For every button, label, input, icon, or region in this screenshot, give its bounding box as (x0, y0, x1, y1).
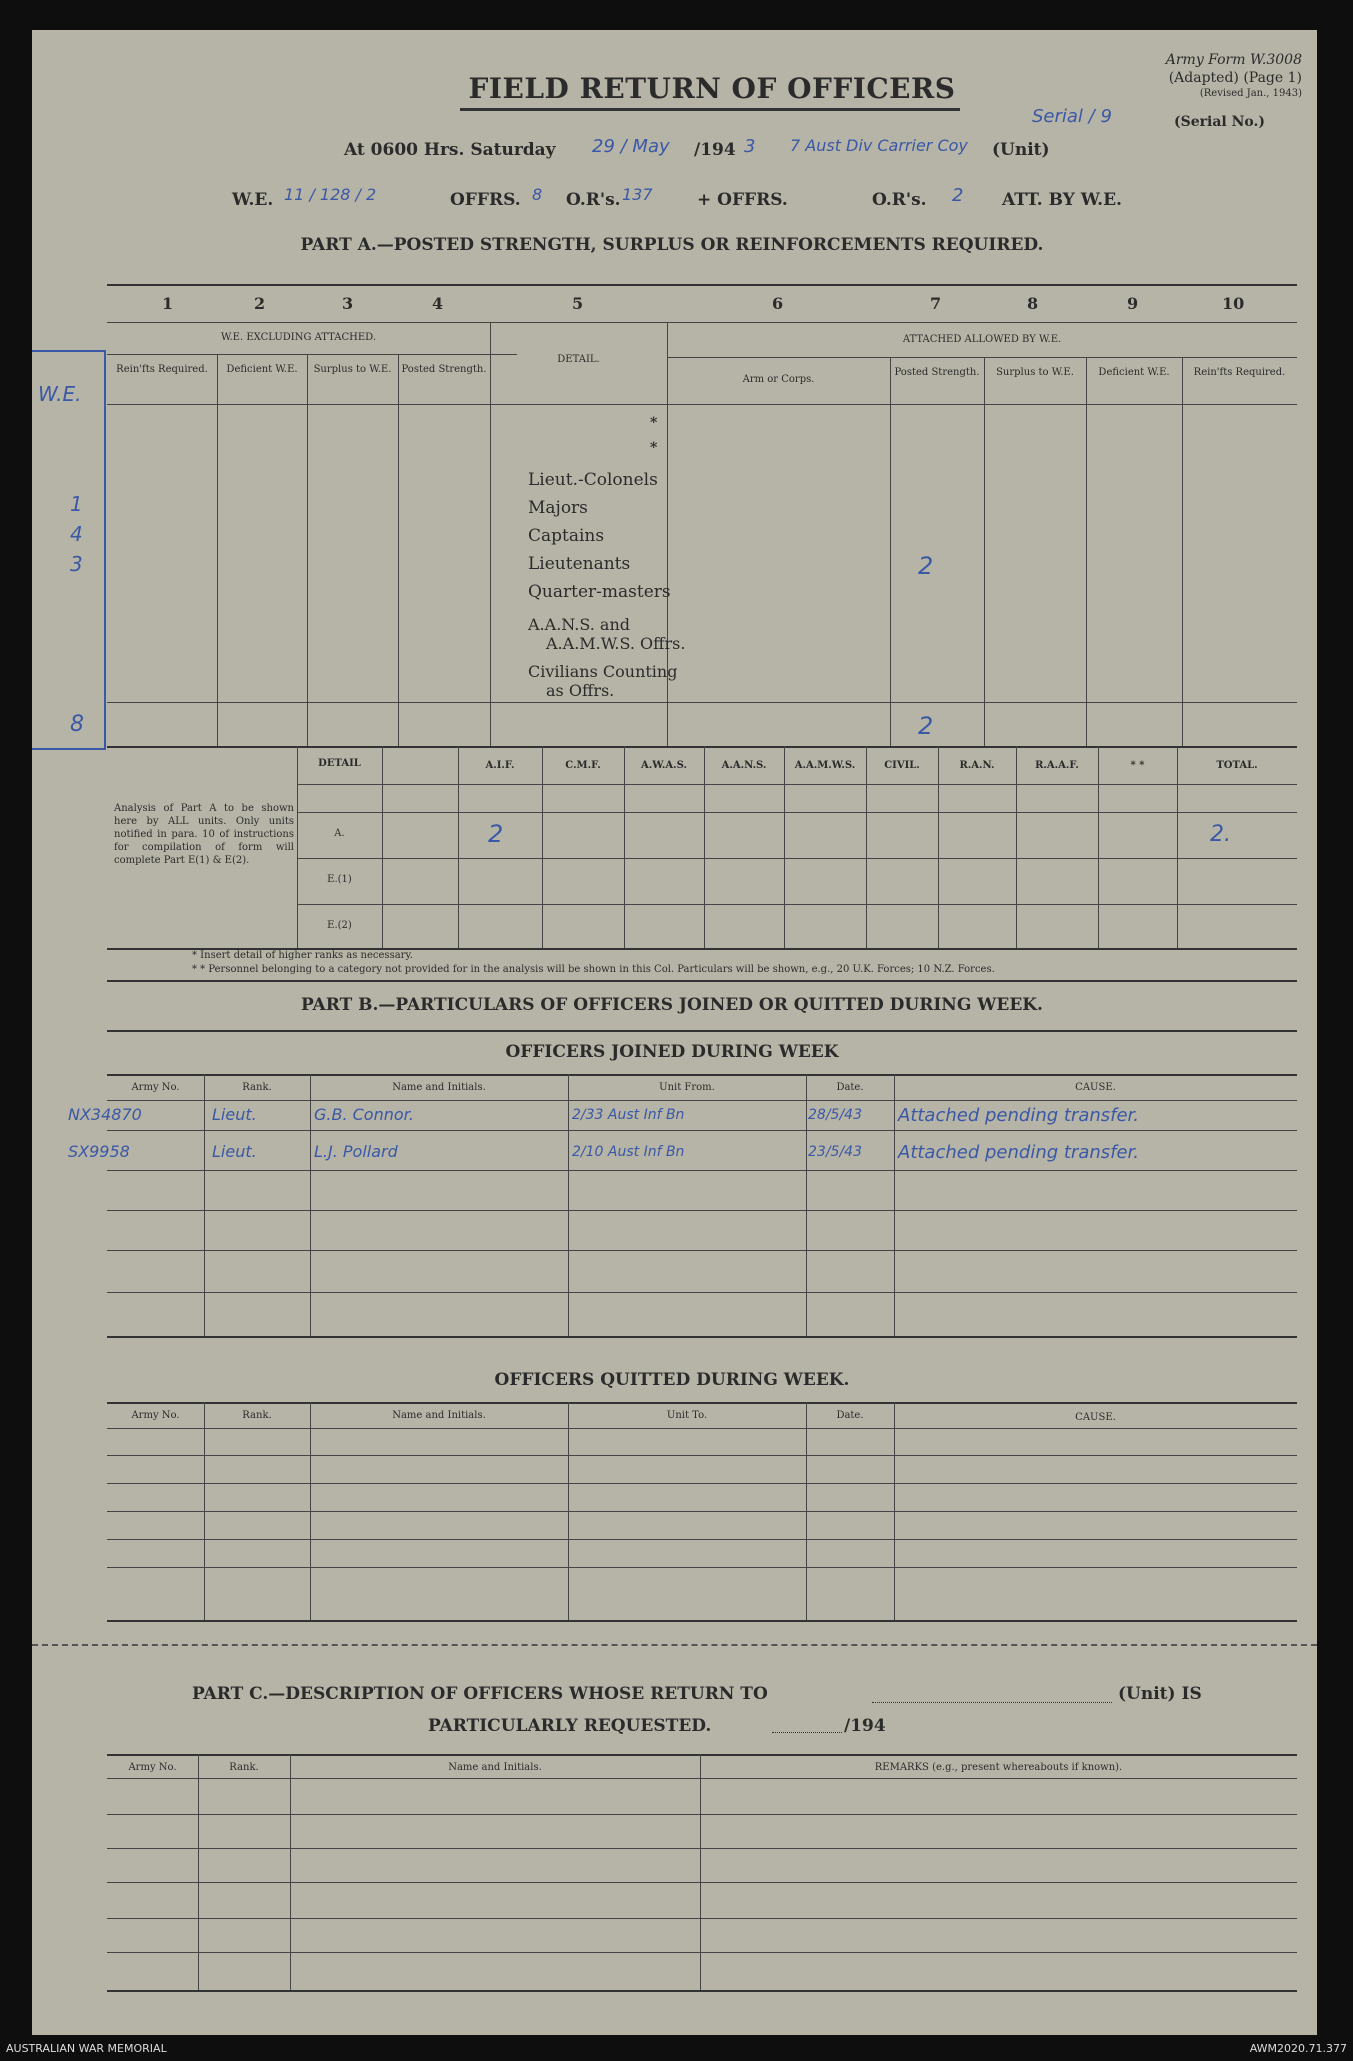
we-handwritten: 11 / 128 / 2 (284, 185, 377, 204)
quitted-header-unit-to: Unit To. (666, 1410, 708, 1421)
rank-as-offrs: as Offrs. (546, 681, 615, 700)
header-surplus-to-we-att: Surplus to W.E. (996, 367, 1074, 378)
joined-row-1-unit-from: 2/33 Aust Inf Bn (572, 1107, 685, 1123)
analysis-header-detail: DETAIL (318, 758, 361, 769)
col-number-8: 8 (1027, 294, 1039, 313)
joined-header-cause: CAUSE. (1075, 1082, 1116, 1093)
joined-row-2-cause: Attached pending transfer. (898, 1142, 1140, 1163)
part-c-header-remarks: REMARKS (e.g., present whereabouts if known). (874, 1762, 1123, 1773)
margin-lt-col-handwritten: 1 (70, 492, 83, 516)
posted-total-handwritten: 2 (918, 712, 934, 740)
star-1: * (650, 415, 658, 431)
revised-label: (Revised Jan., 1943) (1199, 88, 1302, 99)
star-2: * (650, 440, 658, 456)
col-number-7: 7 (930, 294, 942, 313)
col-number-6: 6 (772, 294, 784, 313)
joined-row-1-name: G.B. Connor. (314, 1105, 414, 1124)
analysis-row-e2: E.(2) (327, 920, 352, 931)
joined-row-2-rank: Lieut. (212, 1142, 257, 1161)
joined-row-1-rank: Lieut. (212, 1105, 257, 1124)
ors-label: O.R's. (566, 190, 621, 210)
joined-header-unit-from: Unit From. (659, 1082, 715, 1093)
analysis-header-other: * * (1130, 760, 1145, 771)
joined-header-name: Name and Initials. (392, 1082, 486, 1093)
col-number-4: 4 (432, 294, 444, 313)
adapted-label: (Adapted) (Page 1) (1168, 70, 1302, 86)
part-b-title: PART B.—PARTICULARS OF OFFICERS JOINED OR QUITTED DURING WEEK. (301, 995, 1043, 1015)
part-c-header-army-no: Army No. (128, 1762, 177, 1773)
col-number-2: 2 (254, 294, 266, 313)
header-deficient-we-att: Deficient W.E. (1098, 367, 1170, 378)
rank-captains: Captains (528, 526, 605, 546)
joined-row-1-date: 28/5/43 (808, 1107, 862, 1123)
analysis-note: Analysis of Part A to be shown here by ALL units. Only units notified in para. 10 of instructions for compilation of form will complete Part E(1) & E(2). (114, 803, 294, 866)
quitted-header-army-no: Army No. (131, 1410, 180, 1421)
analysis-header-raaf: R.A.A.F. (1035, 760, 1079, 771)
col-number-1: 1 (162, 294, 174, 313)
analysis-header-ran: R.A.N. (959, 760, 995, 771)
quitted-header-date: Date. (836, 1410, 864, 1421)
header-deficient-we: Deficient W.E. (226, 364, 298, 375)
col-number-3: 3 (342, 294, 354, 313)
part-a-top-rule (107, 284, 1297, 286)
quitted-header-cause: CAUSE. (1075, 1412, 1116, 1423)
ors-handwritten: 137 (622, 185, 653, 204)
analysis-header-aamws: A.A.M.W.S. (794, 760, 856, 771)
part-c-header-name: Name and Initials. (448, 1762, 542, 1773)
plus-offrs-label: + OFFRS. (697, 190, 788, 210)
offrs-label: OFFRS. (450, 190, 521, 210)
analysis-row-a: A. (334, 828, 345, 839)
rank-lieut-colonels: Lieut.-Colonels (528, 470, 658, 490)
margin-major-handwritten: 4 (70, 522, 83, 546)
joined-row-2-name: L.J. Pollard (314, 1142, 398, 1161)
margin-total-handwritten: 8 (70, 712, 84, 737)
joined-row-2-army-no: SX9958 (68, 1142, 130, 1161)
header-surplus-to-we: Surplus to W.E. (313, 364, 392, 375)
rank-civilians: Civilians Counting (528, 662, 678, 681)
analysis-row-e1: E.(1) (327, 874, 352, 885)
footnote-2: * * Personnel belonging to a category not provided for in the analysis will be shown in this Col. Particulars will be shown, e.g., 20 U.K. Forces; 10 N.Z. Forces. (192, 964, 995, 975)
part-c-header-rank: Rank. (229, 1762, 259, 1773)
joined-row-1-cause: Attached pending transfer. (898, 1105, 1140, 1126)
header-posted-strength: Posted Strength. (401, 364, 487, 375)
joined-header-rank: Rank. (242, 1082, 272, 1093)
year-label: /194 (694, 140, 736, 160)
serial-handwritten: Serial / 9 (1032, 106, 1112, 127)
part-c-date-blank: /194 (844, 1716, 886, 1736)
margin-box-handwritten (32, 350, 106, 750)
part-c-line2: PARTICULARLY REQUESTED. (428, 1716, 712, 1736)
date-handwritten: 29 / May (592, 136, 670, 157)
rank-majors: Majors (528, 498, 588, 518)
at-label: At 0600 Hrs. Saturday (344, 140, 556, 160)
footer-catalogue-number: AWM2020.71.377 (1249, 2042, 1347, 2055)
part-a-title: PART A.—POSTED STRENGTH, SURPLUS OR REINFORCEMENTS REQUIRED. (300, 235, 1044, 255)
title-underline (460, 108, 960, 111)
form-paper (32, 30, 1317, 2035)
header-posted-strength-att: Posted Strength. (894, 367, 980, 378)
col-number-9: 9 (1127, 294, 1139, 313)
quitted-header-rank: Rank. (242, 1410, 272, 1421)
ors2-label: O.R's. (872, 190, 927, 210)
posted-lieutenants-handwritten: 2 (918, 552, 934, 580)
rank-aamws: A.A.M.W.S. Offrs. (546, 634, 686, 653)
analysis-header-civil: CIVIL. (884, 760, 920, 771)
footer-archive-name: AUSTRALIAN WAR MEMORIAL (6, 2042, 167, 2055)
joined-header-date: Date. (836, 1082, 864, 1093)
group-header-attached: ATTACHED ALLOWED BY W.E. (902, 334, 1062, 345)
header-reinfts-required: Rein'fts Required. (116, 364, 208, 375)
joined-row-1-army-no: NX34870 (68, 1105, 142, 1124)
unit-handwritten: 7 Aust Div Carrier Coy (790, 136, 968, 155)
army-form-label: Army Form W.3008 (1165, 52, 1302, 68)
col-number-5: 5 (572, 294, 584, 313)
analysis-header-aans: A.A.N.S. (721, 760, 767, 771)
we-label: W.E. (232, 190, 274, 210)
header-detail: DETAIL. (557, 354, 600, 365)
margin-we-handwritten: W.E. (38, 382, 82, 406)
rank-quarter-masters: Quarter-masters (528, 582, 671, 602)
analysis-header-aif: A.I.F. (485, 760, 515, 771)
joined-header-army-no: Army No. (131, 1082, 180, 1093)
analysis-header-cmf: C.M.F. (565, 760, 601, 771)
footnote-1: * Insert detail of higher ranks as necessary. (192, 950, 413, 961)
header-reinfts-required-att: Rein'fts Required. (1193, 367, 1286, 378)
part-c-unit-blank (872, 1702, 1112, 1703)
rank-lieutenants: Lieutenants (528, 554, 631, 574)
part-c-line1: PART C.—DESCRIPTION OF OFFICERS WHOSE RETURN TO (192, 1684, 768, 1704)
analysis-header-total: TOTAL. (1216, 760, 1258, 771)
serial-label: (Serial No.) (1174, 114, 1265, 130)
header-arm-or-corps: Arm or Corps. (742, 374, 815, 385)
analysis-aif-a-handwritten: 2 (488, 820, 504, 848)
analysis-header-awas: A.W.A.S. (641, 760, 687, 771)
joined-title: OFFICERS JOINED DURING WEEK (505, 1042, 839, 1062)
ors2-handwritten: 2 (952, 185, 964, 206)
dashed-separator (32, 1644, 1317, 1646)
year-handwritten: 3 (744, 136, 756, 157)
margin-capt-handwritten: 3 (70, 552, 83, 576)
part-c-unit-is: (Unit) IS (1118, 1684, 1202, 1704)
offrs-handwritten: 8 (532, 185, 543, 204)
analysis-total-a-handwritten: 2. (1210, 822, 1231, 847)
quitted-title: OFFICERS QUITTED DURING WEEK. (494, 1370, 850, 1390)
rank-aans: A.A.N.S. and (528, 615, 630, 634)
unit-label: (Unit) (992, 140, 1050, 160)
quitted-header-name: Name and Initials. (392, 1410, 486, 1421)
group-header-we-excluding: W.E. EXCLUDING ATTACHED. (220, 332, 377, 343)
col-number-10: 10 (1222, 294, 1245, 313)
att-label: ATT. BY W.E. (1002, 190, 1122, 210)
joined-row-2-date: 23/5/43 (808, 1144, 862, 1160)
joined-row-2-unit-from: 2/10 Aust Inf Bn (572, 1144, 685, 1160)
form-title: FIELD RETURN OF OFFICERS (468, 72, 956, 105)
